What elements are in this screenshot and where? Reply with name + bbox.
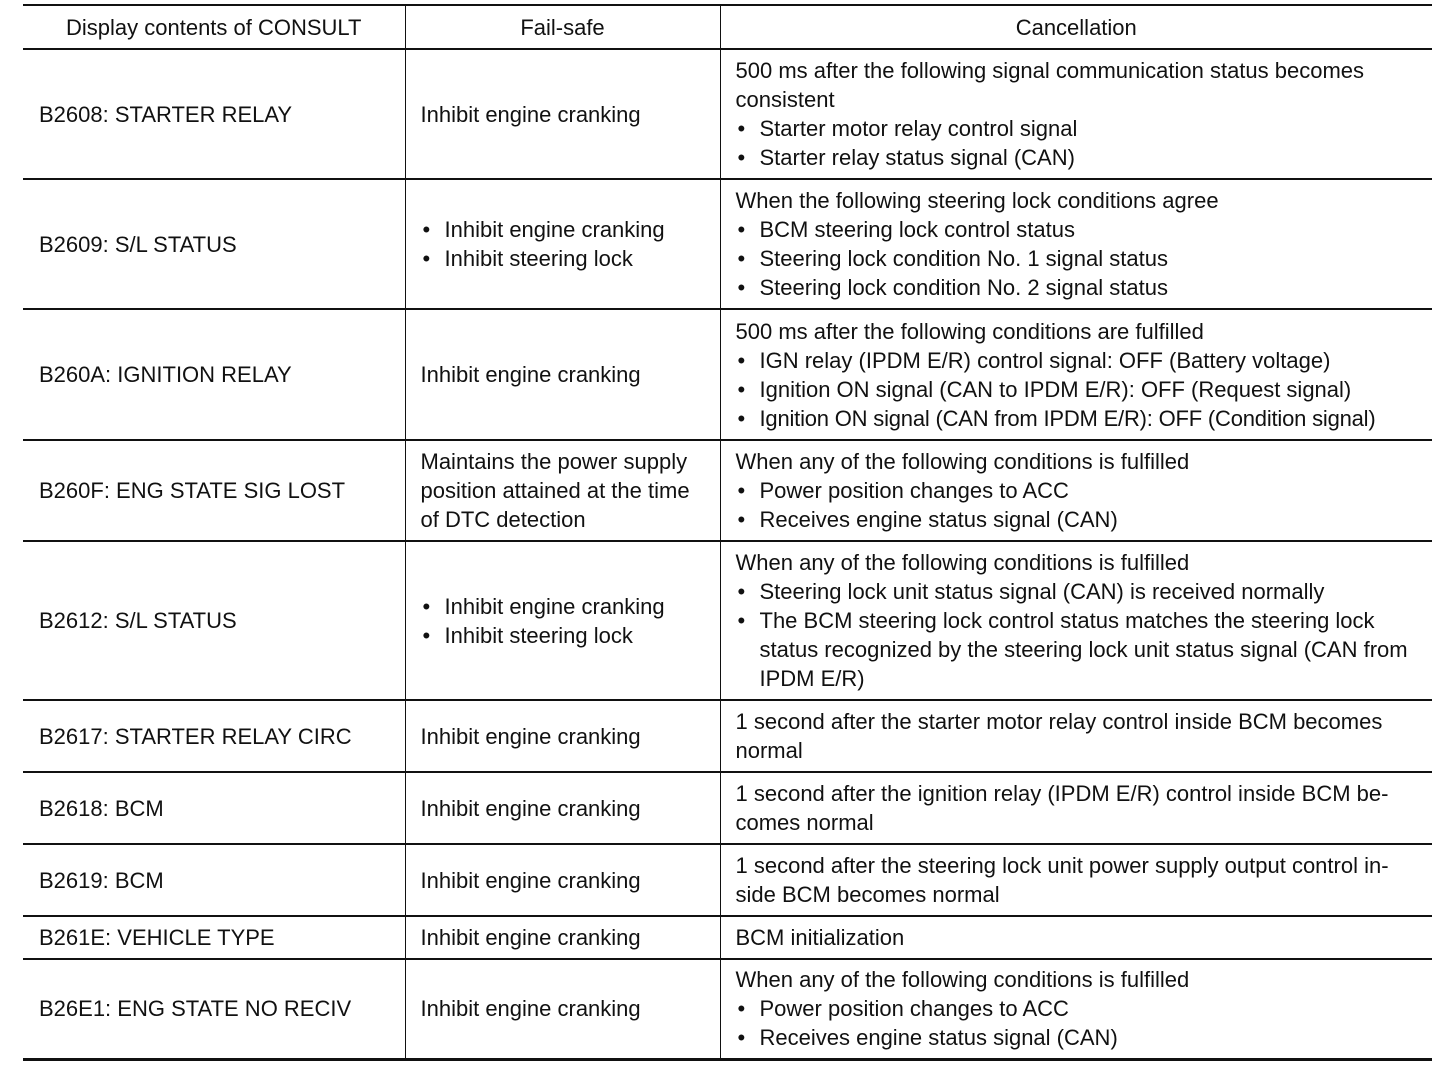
list-item: • Steering lock condition No. 1 signal status xyxy=(736,244,1429,273)
failsafe-text: Inhibit engine cranking xyxy=(405,844,720,916)
list-item: • Power position changes to ACC xyxy=(736,476,1429,505)
list-item: • Inhibit engine cranking xyxy=(421,215,712,244)
header-display-contents: Display contents of CONSULT xyxy=(23,5,405,49)
list-item: • Inhibit engine cranking xyxy=(421,592,712,621)
cancellation-cell xyxy=(720,179,1432,309)
failsafe-text: Inhibit engine cranking xyxy=(405,916,720,959)
list-item: • Steering lock condition No. 2 signal status xyxy=(736,273,1429,302)
list-item: • Inhibit steering lock xyxy=(421,621,712,650)
failsafe-text: Inhibit engine cranking xyxy=(405,959,720,1059)
header-cancellation: Cancellation xyxy=(720,5,1432,49)
cancellation-intro: When any of the following conditions is fulfilled xyxy=(735,449,1190,474)
cancellation-intro: When the following steering lock conditions agree xyxy=(735,188,1219,213)
table-row xyxy=(23,49,1432,179)
dtc-code: B2612: S/L STATUS xyxy=(23,541,405,700)
failsafe-text: Inhibit engine cranking xyxy=(405,309,720,440)
cancellation-intro: When any of the following conditions is fulfilled xyxy=(735,550,1190,575)
cancellation-cell xyxy=(720,49,1432,179)
dtc-code: B2619: BCM xyxy=(23,844,405,916)
cancellation-list xyxy=(736,215,1429,302)
header-fail-safe: Fail-safe xyxy=(405,5,720,49)
cancellation-intro: 500 ms after the following conditions are fulfilled xyxy=(735,318,1204,344)
dtc-code: B2609: S/L STATUS xyxy=(23,179,405,309)
cancellation-intro: When any of the following conditions is fulfilled xyxy=(735,967,1190,993)
table-header-row xyxy=(23,5,1432,49)
table-row xyxy=(23,179,1432,309)
list-item: • Starter relay status signal (CAN) xyxy=(736,143,1429,172)
failsafe-text: Maintains the power supply position attained at the time of DTC detection xyxy=(405,440,720,541)
cancellation-list xyxy=(736,994,1429,1052)
table-row xyxy=(23,959,1432,1059)
table-row xyxy=(23,541,1432,700)
cancellation-list xyxy=(736,577,1429,693)
failsafe-table xyxy=(23,4,1432,1061)
failsafe-list xyxy=(421,215,712,273)
dtc-code: B2608: STARTER RELAY xyxy=(23,49,405,179)
list-item: • The BCM steering lock control status matches the steering lock status recognized by the steering lock unit status signal (CAN from IPDM E/R) xyxy=(736,606,1429,693)
list-item: • Receives engine status signal (CAN) xyxy=(736,505,1429,534)
dtc-code: B261E: VEHICLE TYPE xyxy=(23,916,405,959)
list-item: • Inhibit steering lock xyxy=(421,244,712,273)
cancellation-text: BCM initialization xyxy=(720,916,1432,959)
cancellation-cell xyxy=(720,541,1432,700)
list-item: • Ignition ON signal (CAN from IPDM E/R): OFF (Condition signal) xyxy=(736,404,1429,433)
cancellation-list xyxy=(736,114,1429,172)
cancellation-text: 1 second after the ignition relay (IPDM E/R) control inside BCM be-comes normal xyxy=(720,772,1432,844)
list-item: • Power position changes to ACC xyxy=(736,994,1429,1023)
dtc-code: B2618: BCM xyxy=(23,772,405,844)
table-row xyxy=(23,916,1432,959)
cancellation-cell xyxy=(720,959,1432,1059)
list-item: • Starter motor relay control signal xyxy=(736,114,1429,143)
failsafe-cell xyxy=(405,179,720,309)
table-row xyxy=(23,844,1432,916)
cancellation-list xyxy=(736,476,1429,534)
list-item: • Steering lock unit status signal (CAN) is received normally xyxy=(736,577,1429,606)
table-row xyxy=(23,309,1432,440)
list-item: • Receives engine status signal (CAN) xyxy=(736,1023,1429,1052)
cancellation-intro: 500 ms after the following signal communication status becomes consistent xyxy=(735,58,1365,112)
list-item: • IGN relay (IPDM E/R) control signal: OFF (Battery voltage) xyxy=(736,346,1429,375)
cancellation-list xyxy=(736,346,1429,433)
failsafe-text: Inhibit engine cranking xyxy=(405,49,720,179)
cancellation-cell xyxy=(720,309,1432,440)
table-row xyxy=(23,700,1432,772)
cancellation-cell xyxy=(720,440,1432,541)
table-row xyxy=(23,440,1432,541)
failsafe-list xyxy=(421,592,712,650)
dtc-code: B260F: ENG STATE SIG LOST xyxy=(23,440,405,541)
failsafe-text: Inhibit engine cranking xyxy=(405,700,720,772)
cancellation-text: 1 second after the starter motor relay control inside BCM becomes normal xyxy=(720,700,1432,772)
table-row xyxy=(23,772,1432,844)
list-item: • Ignition ON signal (CAN to IPDM E/R): OFF (Request signal) xyxy=(736,375,1429,404)
failsafe-cell xyxy=(405,541,720,700)
dtc-code: B26E1: ENG STATE NO RECIV xyxy=(23,959,405,1059)
dtc-code: B260A: IGNITION RELAY xyxy=(23,309,405,440)
cancellation-text: 1 second after the steering lock unit power supply output control in-side BCM becomes normal xyxy=(720,844,1432,916)
failsafe-text: Inhibit engine cranking xyxy=(405,772,720,844)
list-item: • BCM steering lock control status xyxy=(736,215,1429,244)
dtc-code: B2617: STARTER RELAY CIRC xyxy=(23,700,405,772)
